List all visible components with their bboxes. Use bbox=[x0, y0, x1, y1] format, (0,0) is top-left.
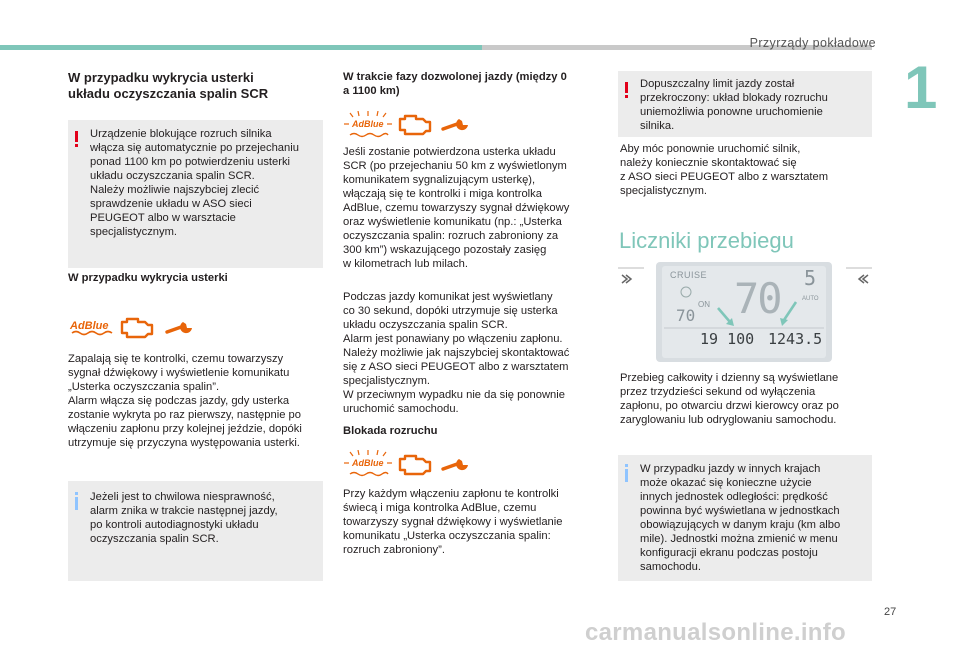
text-line: Przebieg całkowity i dzienny są wyświetlane bbox=[620, 372, 839, 384]
cruise-label: CRUISE bbox=[670, 270, 708, 280]
engine-check-icon bbox=[396, 111, 434, 137]
engine-check-icon bbox=[396, 451, 434, 477]
text-line: Dopuszczalny limit jazdy został bbox=[640, 78, 795, 90]
page-number: 27 bbox=[884, 606, 897, 618]
col3-paragraph-2 bbox=[620, 371, 839, 427]
auto-label: AUTO bbox=[802, 296, 819, 302]
text-line: zostanie wykryta po raz pierwszy, następnie po bbox=[68, 409, 301, 421]
text-line: silnika. bbox=[640, 120, 675, 132]
col2-subhead bbox=[343, 70, 567, 98]
adblue-label: AdBlue bbox=[70, 320, 109, 332]
text-line: a 1100 km) bbox=[343, 85, 400, 97]
text-line: W trakcie fazy dozwolonej jazdy (między 0 bbox=[343, 71, 567, 83]
text-line: włączają się te kontrolki i miga kontrolka bbox=[343, 188, 542, 200]
section-title: Liczniki przebiegu bbox=[619, 228, 794, 253]
text-line: uruchomić samochodu. bbox=[343, 403, 459, 415]
info-icon bbox=[624, 464, 630, 482]
col1-subhead: W przypadku wykrycia usterki bbox=[68, 272, 228, 284]
col2-paragraph-1 bbox=[343, 145, 569, 271]
text-line: Zapalają się te kontrolki, czemu towarzyszy bbox=[68, 353, 284, 365]
text-line: samochodu. bbox=[640, 561, 701, 573]
wrench-icon bbox=[440, 455, 472, 473]
wrench-icon bbox=[440, 115, 472, 133]
text-line: specjalistycznym. bbox=[90, 226, 178, 238]
chapter-number: 1 bbox=[904, 54, 938, 121]
text-line: specjalistycznym. bbox=[620, 185, 708, 197]
total-odometer: 1243.5 bbox=[768, 330, 823, 348]
text-line: sprawdzenie układu w ASO sieci bbox=[90, 198, 252, 210]
text-line: alarm znika w trakcie następnej jazdy, bbox=[90, 505, 278, 517]
col3-info-text bbox=[640, 462, 840, 574]
text-line: „Usterka oczyszczania spalin”. bbox=[68, 381, 220, 393]
instrument-display-illustration bbox=[618, 262, 872, 370]
text-line: przekroczony: układ blokady rozruchu bbox=[640, 92, 828, 104]
engine-check-icon bbox=[118, 314, 156, 340]
text-line: Aby móc ponownie uruchomić silnik, bbox=[620, 143, 801, 155]
text-line: Jeżeli jest to chwilowa niesprawność, bbox=[90, 491, 275, 503]
text-line: włączeniu zapłonu przy kolejnej jeździe, dopóki bbox=[68, 423, 302, 435]
text-line: z ASO sieci PEUGEOT albo z warsztatem bbox=[620, 171, 829, 183]
col1-title-line: W przypadku wykrycia usterki bbox=[68, 70, 254, 85]
text-line: obowiązujących w danym kraju (km albo bbox=[640, 519, 841, 531]
text-line: utrzymuje się przyczyna występowania usterki. bbox=[68, 437, 300, 449]
col3-warn-text bbox=[640, 77, 828, 133]
adblue-wave-icon bbox=[70, 330, 114, 336]
col1-info-text bbox=[90, 490, 278, 546]
col2-paragraph-2 bbox=[343, 290, 569, 416]
cruise-set-speed: 70 bbox=[676, 306, 696, 325]
text-line: Urządzenie blokujące rozruch silnika bbox=[90, 128, 272, 140]
text-line: zapłonu, po otwarciu drzwi kierowcy oraz po bbox=[620, 400, 839, 412]
adblue-flashing-lamp bbox=[344, 450, 392, 478]
text-line: innych jednostek odległości: prędkość bbox=[640, 491, 828, 503]
text-line: co 30 sekund, dopóki utrzymuje się usterka bbox=[343, 305, 558, 317]
col1-paragraph bbox=[68, 352, 302, 450]
wrench-icon bbox=[164, 318, 196, 336]
text-line: Jeśli zostanie potwierdzona usterka układu bbox=[343, 146, 556, 158]
text-line: W przypadku jazdy w innych krajach bbox=[640, 463, 821, 475]
adblue-label: AdBlue bbox=[352, 458, 384, 468]
text-line: rozruch zabroniony”. bbox=[343, 544, 445, 556]
text-line: Należy możliwie jak najszybciej skontaktować bbox=[343, 347, 570, 359]
outside-temperature: 5 bbox=[804, 266, 817, 290]
text-line: SCR (po przejechaniu 50 km z wyświetlonym bbox=[343, 160, 567, 172]
text-line: PEUGEOT albo w warsztacie bbox=[90, 212, 236, 224]
text-line: komunikatem sygnalizującym usterkę), bbox=[343, 174, 536, 186]
text-line: uniemożliwia ponowne uruchomienie bbox=[640, 106, 823, 118]
text-line: Należy możliwie najszybciej zlecić bbox=[90, 184, 260, 196]
col1-warn-text bbox=[90, 127, 299, 239]
text-line: zaryglowaniu lub odryglowaniu samochodu. bbox=[620, 414, 837, 426]
text-line: należy koniecznie skontaktować się bbox=[620, 157, 797, 169]
text-line: W przeciwnym wypadku nie da się ponownie bbox=[343, 389, 565, 401]
text-line: Alarm włącza się podczas jazdy, gdy usterka bbox=[68, 395, 290, 407]
adblue-flashing-lamp bbox=[344, 111, 392, 139]
text-line: może okazać się konieczne użycie bbox=[640, 477, 812, 489]
col2-paragraph-3 bbox=[343, 487, 562, 557]
text-line: oczyszczania spalin: rozruch zabroniony za bbox=[343, 230, 559, 242]
adblue-warning-lamp bbox=[70, 316, 114, 336]
text-line: oraz wyświetlenie komunikatu (np.: „Usterka bbox=[343, 216, 562, 228]
adblue-label: AdBlue bbox=[352, 119, 384, 129]
warning-exclamation-icon bbox=[74, 131, 80, 147]
text-line: układu oczyszczania spalin SCR. bbox=[90, 170, 255, 182]
cruise-on-label: ON bbox=[698, 300, 710, 309]
col1-title bbox=[68, 70, 268, 102]
info-icon bbox=[74, 492, 80, 510]
text-line: Alarm jest ponawiany po włączeniu zapłonu. bbox=[343, 333, 563, 345]
text-line: towarzyszy sygnał dźwiękowy i wyświetlanie bbox=[343, 516, 563, 528]
text-line: po kontroli autodiagnostyki układu bbox=[90, 519, 259, 531]
text-line: komunikatu „Usterka oczyszczania spalin: bbox=[343, 530, 551, 542]
text-line: się z ASO sieci PEUGEOT albo z warsztatem bbox=[343, 361, 569, 373]
col1-title-line: układu oczyszczania spalin SCR bbox=[68, 86, 269, 101]
text-line: Przy każdym włączeniu zapłonu te kontrolki bbox=[343, 488, 559, 500]
header-bar-accent bbox=[0, 45, 482, 50]
watermark-link[interactable]: carmanualsonline.info bbox=[585, 619, 847, 646]
text-line: ponad 1100 km po potwierdzeniu usterki bbox=[90, 156, 291, 168]
text-line: układu oczyszczania spalin SCR. bbox=[343, 319, 508, 331]
text-line: sygnał dźwiękowy i wyświetlenie komunikatu bbox=[68, 367, 290, 379]
text-line: włącza się automatycznie po przejechaniu bbox=[90, 142, 299, 154]
text-line: mile). Jednostki można zmienić w menu bbox=[640, 533, 838, 545]
text-line: konfiguracji ekranu podczas postoju bbox=[640, 547, 818, 559]
text-line: Podczas jazdy komunikat jest wyświetlany bbox=[343, 291, 553, 303]
main-speed-readout: 70 bbox=[734, 274, 781, 323]
col2-subhead-2: Blokada rozruchu bbox=[343, 425, 438, 437]
text-line: przez trzydzieści sekund od wyłączenia bbox=[620, 386, 816, 398]
text-line: powinna być wyświetlana w jednostkach bbox=[640, 505, 840, 517]
text-line: oczyszczania spalin SCR. bbox=[90, 533, 219, 545]
col3-paragraph-1 bbox=[620, 142, 828, 198]
text-line: AdBlue, czemu towarzyszy sygnał dźwiękowy bbox=[343, 202, 570, 214]
section-header-title: Przyrządy pokładowe bbox=[749, 36, 876, 50]
text-line: 300 km”) wskazującego pozostały zasięg bbox=[343, 244, 547, 256]
trip-odometer: 19 100 bbox=[700, 330, 755, 348]
warning-exclamation-icon bbox=[624, 82, 630, 98]
text-line: specjalistycznym. bbox=[343, 375, 431, 387]
text-line: w kilometrach lub milach. bbox=[343, 258, 468, 270]
text-line: świecą i miga kontrolka AdBlue, czemu bbox=[343, 502, 537, 514]
